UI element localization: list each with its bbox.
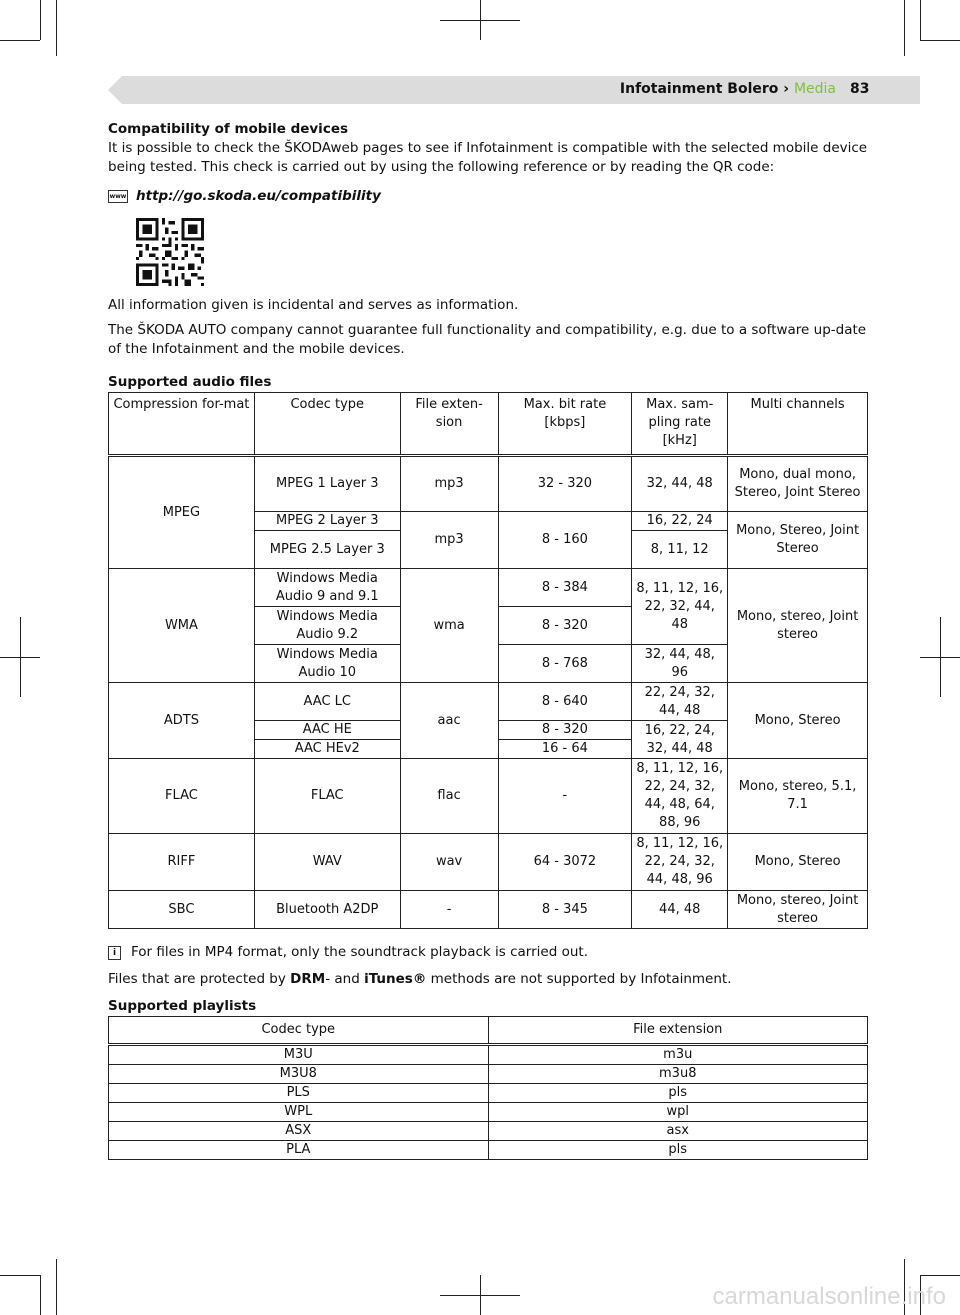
compat-url[interactable]: http://go.skoda.eu/compatibility — [136, 188, 381, 204]
format-cell: SBC — [109, 891, 255, 929]
breadcrumb-section: Infotainment Bolero — [619, 81, 779, 97]
bitrate-cell: 16 - 64 — [498, 740, 632, 759]
codec-cell: FLAC — [254, 759, 400, 834]
itunes-term: iTunes® — [364, 971, 427, 987]
table-row — [109, 569, 868, 607]
table-row — [109, 891, 868, 929]
channels-cell: Mono, stereo, Joint stereo — [728, 891, 868, 929]
ext-cell: - — [400, 891, 498, 929]
codec-cell: AAC HEv2 — [254, 740, 400, 759]
format-cell: WMA — [109, 569, 255, 683]
ext-cell: pls — [488, 1141, 868, 1160]
mp4-note-text: For files in MP4 format, only the soundtrack playback is carried out. — [131, 944, 588, 960]
page-content — [108, 120, 868, 1160]
codec-cell: M3U — [109, 1045, 489, 1065]
codec-cell: AAC HE — [254, 721, 400, 740]
bitrate-cell: 64 - 3072 — [498, 834, 632, 891]
rate-cell: 8, 11, 12, 16, 22, 24, 32, 44, 48, 64, 88, 96 — [632, 759, 728, 834]
drm-note-mid: - and — [325, 971, 365, 987]
codec-cell: Windows Media Audio 10 — [254, 645, 400, 683]
audio-title: Supported audio files — [108, 374, 272, 390]
codec-cell: PLA — [109, 1141, 489, 1160]
drm-note — [108, 970, 868, 989]
header-cell: File extension — [488, 1017, 868, 1045]
table-row — [109, 1141, 868, 1160]
codec-cell: ASX — [109, 1122, 489, 1141]
channels-cell: Mono, dual mono, Stereo, Joint Stereo — [728, 456, 868, 512]
crop-mark — [904, 0, 905, 56]
crop-mark — [0, 40, 40, 41]
rate-cell: 32, 44, 48, 96 — [632, 645, 728, 683]
format-cell: MPEG — [109, 456, 255, 569]
rate-cell: 44, 48 — [632, 891, 728, 929]
crop-mark — [20, 617, 21, 697]
info-icon: i — [108, 946, 121, 960]
codec-cell: PLS — [109, 1084, 489, 1103]
header-cell: File exten-sion — [400, 393, 498, 456]
bitrate-cell: 8 - 320 — [498, 721, 632, 740]
rate-cell: 32, 44, 48 — [632, 456, 728, 512]
crop-mark — [56, 1259, 57, 1315]
channels-cell: Mono, stereo, 5.1, 7.1 — [728, 759, 868, 834]
codec-cell: MPEG 2 Layer 3 — [254, 512, 400, 531]
table-header-row — [109, 1017, 868, 1045]
ext-cell: mp3 — [400, 512, 498, 569]
crop-mark — [920, 1275, 960, 1276]
table-row — [109, 1122, 868, 1141]
channels-cell: Mono, Stereo — [728, 834, 868, 891]
bitrate-cell: 8 - 320 — [498, 607, 632, 645]
crop-mark — [40, 1275, 41, 1315]
rate-cell: 8, 11, 12, 16, 22, 32, 44, 48 — [632, 569, 728, 645]
channels-cell: Mono, Stereo, Joint Stereo — [728, 512, 868, 569]
table-row — [109, 759, 868, 834]
rate-cell: 8, 11, 12 — [632, 531, 728, 569]
crop-mark — [920, 0, 921, 40]
table-row — [109, 1084, 868, 1103]
audio-table — [108, 392, 868, 929]
breadcrumb — [620, 81, 836, 97]
page-number: 83 — [850, 81, 870, 97]
header-cell: Max. sam-pling rate [kHz] — [632, 393, 728, 456]
ext-cell: asx — [488, 1122, 868, 1141]
crop-mark — [480, 0, 481, 40]
codec-cell: Windows Media Audio 9.2 — [254, 607, 400, 645]
header-cell: Compression for-mat — [109, 393, 255, 456]
channels-cell: Mono, Stereo — [728, 683, 868, 759]
header-cell: Codec type — [109, 1017, 489, 1045]
ext-cell: m3u8 — [488, 1065, 868, 1084]
bitrate-cell: 8 - 768 — [498, 645, 632, 683]
codec-cell: Bluetooth A2DP — [254, 891, 400, 929]
crop-mark — [940, 617, 941, 697]
codec-cell: M3U8 — [109, 1065, 489, 1084]
crop-mark — [56, 0, 57, 56]
rate-cell: 8, 11, 12, 16, 22, 24, 32, 44, 48, 96 — [632, 834, 728, 891]
rate-cell: 16, 22, 24, 32, 44, 48 — [632, 721, 728, 759]
drm-note-pre: Files that are protected by — [108, 971, 291, 987]
rate-cell: 22, 24, 32, 44, 48 — [632, 683, 728, 721]
codec-cell: Windows Media Audio 9 and 9.1 — [254, 569, 400, 607]
ext-cell: flac — [400, 759, 498, 834]
url-row — [108, 187, 868, 206]
format-cell: FLAC — [109, 759, 255, 834]
playlists-title: Supported playlists — [108, 998, 257, 1014]
table-row — [109, 834, 868, 891]
watermark: carmanualsonline.info — [712, 1283, 946, 1310]
table-row — [109, 1045, 868, 1065]
table-row — [109, 1065, 868, 1084]
channels-cell: Mono, stereo, Joint stereo — [728, 569, 868, 683]
table-row — [109, 683, 868, 721]
crop-mark — [920, 40, 960, 41]
bitrate-cell: 8 - 345 — [498, 891, 632, 929]
crop-mark — [40, 0, 41, 40]
drm-term: DRM — [290, 971, 326, 987]
codec-cell: MPEG 1 Layer 3 — [254, 456, 400, 512]
header-cell: Multi channels — [728, 393, 868, 456]
table-header-row — [109, 393, 868, 456]
info-paragraph-1: All information given is incidental and serves as information. — [108, 297, 519, 313]
ext-cell: aac — [400, 683, 498, 759]
info-paragraph-2: The ŠKODA AUTO company cannot guarantee full functionality and compatibility, e.g. due to a software up-date of the Infotainment and the mobile devices. — [108, 322, 867, 357]
breadcrumb-subsection: Media — [793, 81, 836, 97]
table-row — [109, 456, 868, 512]
ext-cell: pls — [488, 1084, 868, 1103]
bitrate-cell: - — [498, 759, 632, 834]
drm-note-post: methods are not supported by Infotainment. — [426, 971, 732, 987]
compat-title: Compatibility of mobile devices — [108, 121, 349, 137]
crop-mark — [0, 1275, 40, 1276]
codec-cell: MPEG 2.5 Layer 3 — [254, 531, 400, 569]
www-icon: www — [108, 190, 128, 203]
ext-cell: wpl — [488, 1103, 868, 1122]
ext-cell: m3u — [488, 1045, 868, 1065]
ext-cell: mp3 — [400, 456, 498, 512]
playlists-table — [108, 1016, 868, 1160]
format-cell: ADTS — [109, 683, 255, 759]
header-cell: Codec type — [254, 393, 400, 456]
ext-cell: wav — [400, 834, 498, 891]
format-cell: RIFF — [109, 834, 255, 891]
mp4-note — [108, 943, 868, 962]
table-row — [109, 1103, 868, 1122]
bitrate-cell: 32 - 320 — [498, 456, 632, 512]
ext-cell: wma — [400, 569, 498, 683]
codec-cell: AAC LC — [254, 683, 400, 721]
codec-cell: WPL — [109, 1103, 489, 1122]
qr-code[interactable] — [136, 218, 204, 286]
bitrate-cell: 8 - 384 — [498, 569, 632, 607]
bitrate-cell: 8 - 640 — [498, 683, 632, 721]
breadcrumb-separator: › — [783, 81, 790, 97]
rate-cell: 16, 22, 24 — [632, 512, 728, 531]
crop-mark — [480, 1275, 481, 1315]
bitrate-cell: 8 - 160 — [498, 512, 632, 569]
codec-cell: WAV — [254, 834, 400, 891]
header-cell: Max. bit rate [kbps] — [498, 393, 632, 456]
compat-body: It is possible to check the ŠKODAweb pages to see if Infotainment is compatible with the selected mobile device being tested. This check is carried out by using the following reference or by reading the QR code: — [108, 140, 868, 175]
